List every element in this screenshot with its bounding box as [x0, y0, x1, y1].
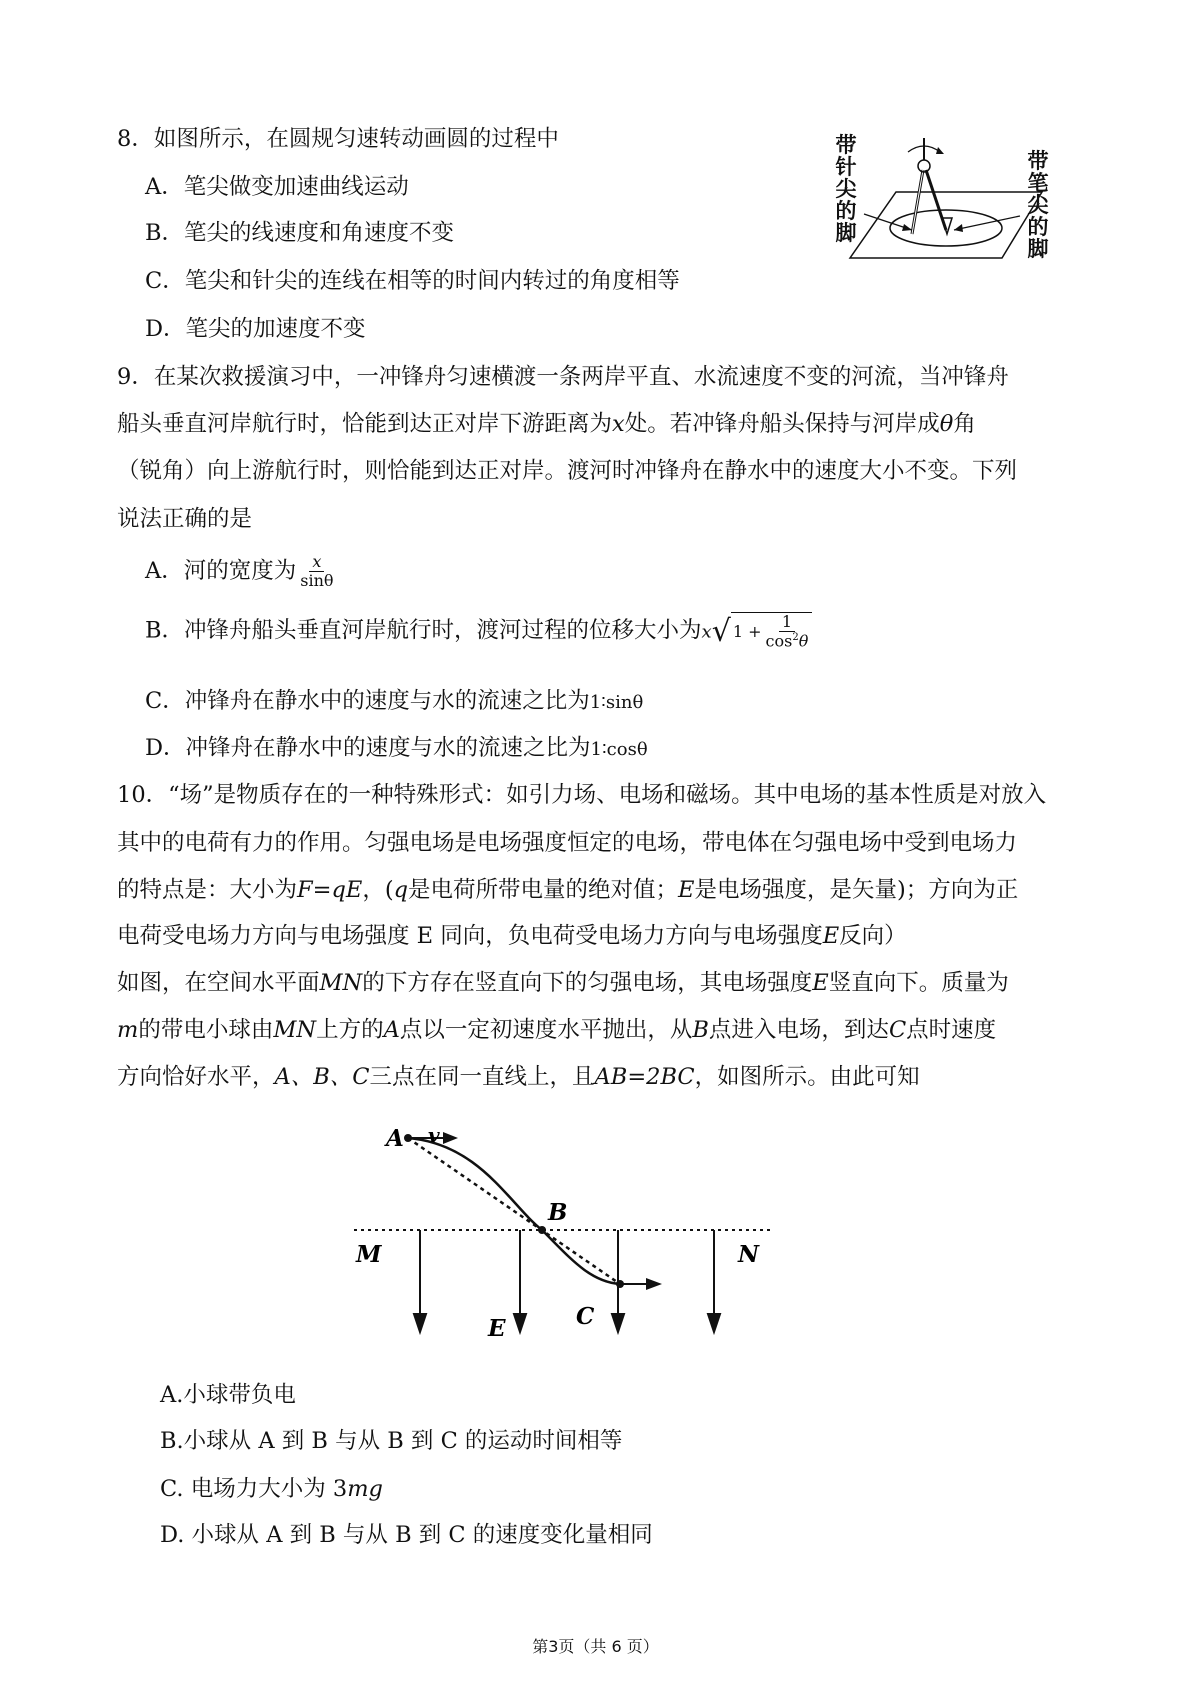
q8-option-a: A．笔尖做变加速曲线运动	[145, 174, 409, 200]
q10-option-d: D. 小球从 A 到 B 与从 B 到 C 的速度变化量相同	[160, 1522, 653, 1548]
q10-option-c: C. 电场力大小为 3mg	[160, 1476, 383, 1502]
q9-line-4: 说法正确的是	[117, 506, 253, 532]
pen-foot-label: 带 笔 尖 的 脚	[1027, 149, 1049, 261]
q9-option-c: C．冲锋舟在静水中的速度与水的流速之比为1∶sinθ	[145, 688, 644, 714]
width-fraction: $\frac{x}{\sin\theta}$	[300, 552, 334, 591]
q10-line-4: 电荷受电场力方向与电场强度 E 同向，负电荷受电场力方向与电场强度E反向）	[117, 923, 907, 949]
q10-line-5: 如图，在空间水平面MN的下方存在竖直向下的匀强电场，其电场强度E竖直向下。质量为	[117, 970, 1009, 996]
q10-option-a: A.小球带负电	[160, 1382, 296, 1408]
label-B: B	[548, 1199, 568, 1226]
label-N: N	[738, 1241, 760, 1268]
q9-option-d: D．冲锋舟在静水中的速度与水的流速之比为1∶cosθ	[145, 735, 648, 761]
displacement-sqrt: √ 1 + $\frac{1}{\cos^2\theta}$	[712, 612, 813, 651]
q9-line-2: 船头垂直河岸航行时，恰能到达正对岸下游距离为x处。若冲锋舟船头保持与河岸成θ角	[117, 411, 976, 437]
q10-line-7: 方向恰好水平，A、B、C三点在同一直线上，且AB=2BC，如图所示。由此可知	[117, 1064, 920, 1090]
q8-option-c: C．笔尖和针尖的连线在相等的时间内转过的角度相等	[145, 268, 680, 294]
q9-line-1: 9．在某次救援演习中，一冲锋舟匀速横渡一条两岸平直、水流速度不变的河流，当冲锋舟	[117, 364, 1009, 390]
q8-option-d: D．笔尖的加速度不变	[145, 316, 366, 342]
q9-option-b: B．冲锋舟船头垂直河岸航行时，渡河过程的位移大小为x √ 1 + $\frac{1}{\cos^2\theta}$	[145, 612, 812, 651]
q8-stem: 8．如图所示，在圆规匀速转动画圆的过程中	[117, 126, 559, 152]
q10-line-1: 10．“场”是物质存在的一种特殊形式：如引力场、电场和磁场。其中电场的基本性质是对放入	[117, 782, 1047, 808]
label-E: E	[488, 1315, 506, 1342]
label-A: A	[386, 1125, 404, 1152]
label-C: C	[576, 1303, 595, 1330]
label-M: M	[356, 1241, 382, 1268]
q9-option-a: A．河的宽度为 $\frac{x}{\sin\theta}$	[145, 552, 334, 591]
q10-line-6: m的带电小球由MN上方的A点以一定初速度水平抛出，从B点进入电场，到达C点时速度	[117, 1017, 997, 1043]
trajectory-figure	[330, 1110, 810, 1350]
q10-option-b: B.小球从 A 到 B 与从 B 到 C 的运动时间相等	[160, 1428, 623, 1454]
label-v: v	[428, 1123, 440, 1147]
q8-option-b: B．笔尖的线速度和角速度不变	[145, 220, 455, 246]
q9-line-3: （锐角）向上游航行时，则恰能到达正对岸。渡河时冲锋舟在静水中的速度大小不变。下列	[117, 458, 1018, 484]
q10-line-3: 的特点是：大小为F=qE，(q是电荷所带电量的绝对值；E是电场强度，是矢量)；方向为正	[117, 877, 1019, 903]
needle-foot-label: 带 针 尖 的 脚	[835, 133, 857, 245]
page-footer: 第3页（共 6 页）	[532, 1637, 659, 1656]
q10-line-2: 其中的电荷有力的作用。匀强电场是电场强度恒定的电场，带电体在匀强电场中受到电场力	[117, 830, 1018, 856]
